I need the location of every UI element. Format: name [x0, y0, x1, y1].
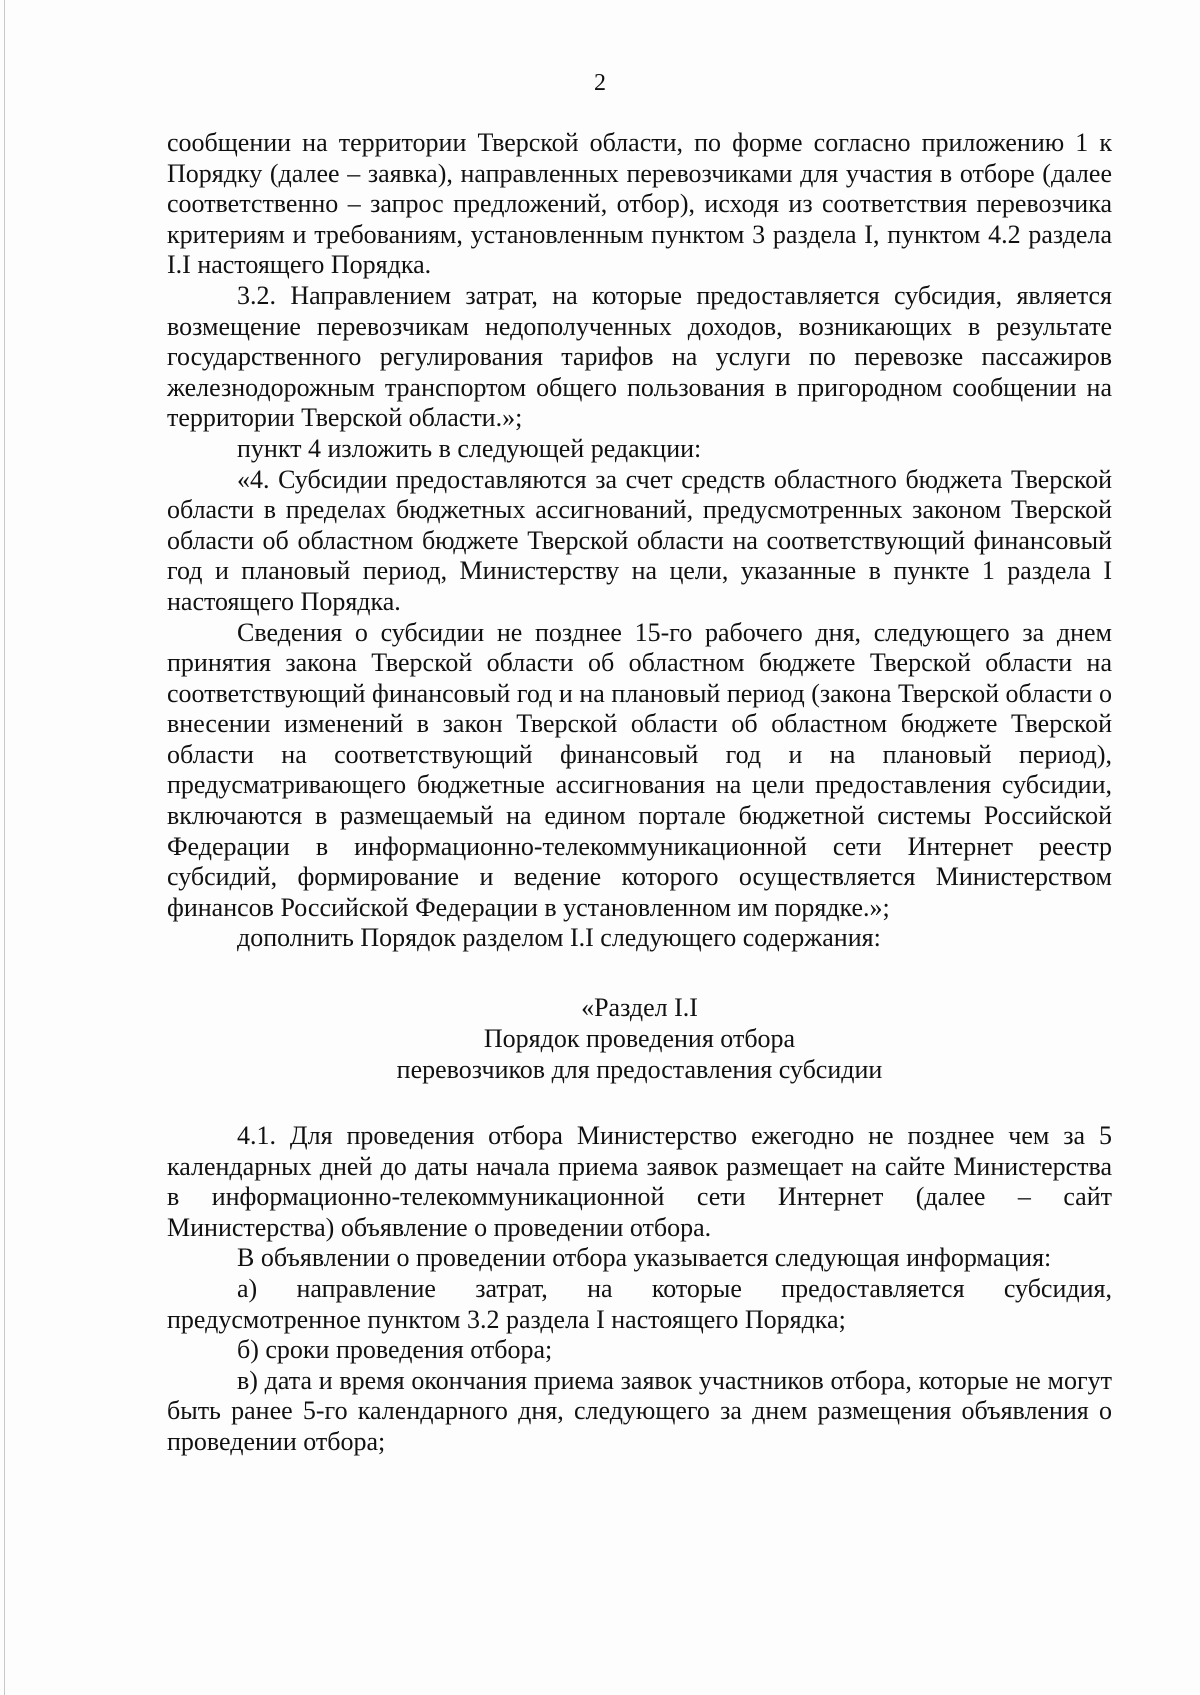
document-body	[167, 128, 1112, 1458]
page-number: 2	[594, 70, 606, 96]
paragraph: дополнить Порядок разделом I.I следующего содержания:	[237, 923, 881, 953]
paragraph: 3.2. Направлением затрат, на которые предоставляется субсидия, является возмещение перевозчикам недополученных доходов, возникающих в результате государственного регулирования тарифов на услуги по перевозке пассажиров железнодорожным транспортом общего пользования в пригородном сообщении на территории Тверской области.»;	[167, 280, 1112, 433]
paragraph: В объявлении о проведении отбора указывается следующая информация:	[237, 1243, 1052, 1273]
section-heading-line: перевозчиков для предоставления субсидии	[396, 1055, 883, 1085]
list-item: б) сроки проведения отбора;	[237, 1335, 553, 1365]
section-heading-title: «Раздел I.I	[581, 993, 698, 1023]
list-item: а) направление затрат, на которые предоставляется субсидия, предусмотренное пунктом 3.2 раздела I настоящего Порядка;	[167, 1274, 1112, 1334]
paragraph: пункт 4 изложить в следующей редакции:	[237, 433, 702, 463]
list-item: в) дата и время окончания приема заявок участников отбора, которые не могут быть ранее 5-го календарного дня, следующего за днем размещения объявления о проведении отбора;	[167, 1365, 1112, 1456]
section-heading-line: Порядок проведения отбора	[483, 1024, 796, 1054]
section-heading	[167, 992, 1112, 1085]
paragraph: сообщении на территории Тверской области, по форме согласно приложению 1 к Порядку (далее – заявка), направленных перевозчиками для участия в отборе (далее соответственно – запрос предложений, отбор), исходя из соответствия перевозчика критериям и требованиям, установленным пунктом 3 раздела I, пунктом 4.2 раздела I.I настоящего Порядка.	[167, 128, 1112, 280]
paragraph: 4.1. Для проведения отбора Министерство ежегодно не позднее чем за 5 календарных дней до даты начала приема заявок размещает на сайте Министерства в информационно-телекоммуникационной сети Интернет (далее – сайт Министерства) объявление о проведении отбора.	[167, 1121, 1112, 1242]
paragraph: Сведения о субсидии не позднее 15-го рабочего дня, следующего за днем принятия закона Тверской области об областном бюджете Тверской области на соответствующий финансовый год и на плановый период (закона Тверской области о внесении изменений в закон Тверской области об областном бюджете Тверской области на соответствующий финансовый год и на плановый период), предусматривающего бюджетные ассигнования на цели предоставления субсидии, включаются в размещаемый на едином портале бюджетной системы Российской Федерации в информационно-телекоммуникационной сети Интернет реестр субсидий, формирование и ведение которого осуществляется Министерством финансов Российской Федерации в установленном им порядке.»;	[167, 617, 1112, 922]
scan-edge-line	[4, 0, 5, 1695]
paragraph: «4. Субсидии предоставляются за счет средств областного бюджета Тверской области в пределах бюджетных ассигнований, предусмотренных законом Тверской области об областном бюджете Тверской области на соответствующий финансовый год и плановый период, Министерству на цели, указанные в пункте 1 раздела I настоящего Порядка.	[167, 464, 1112, 616]
